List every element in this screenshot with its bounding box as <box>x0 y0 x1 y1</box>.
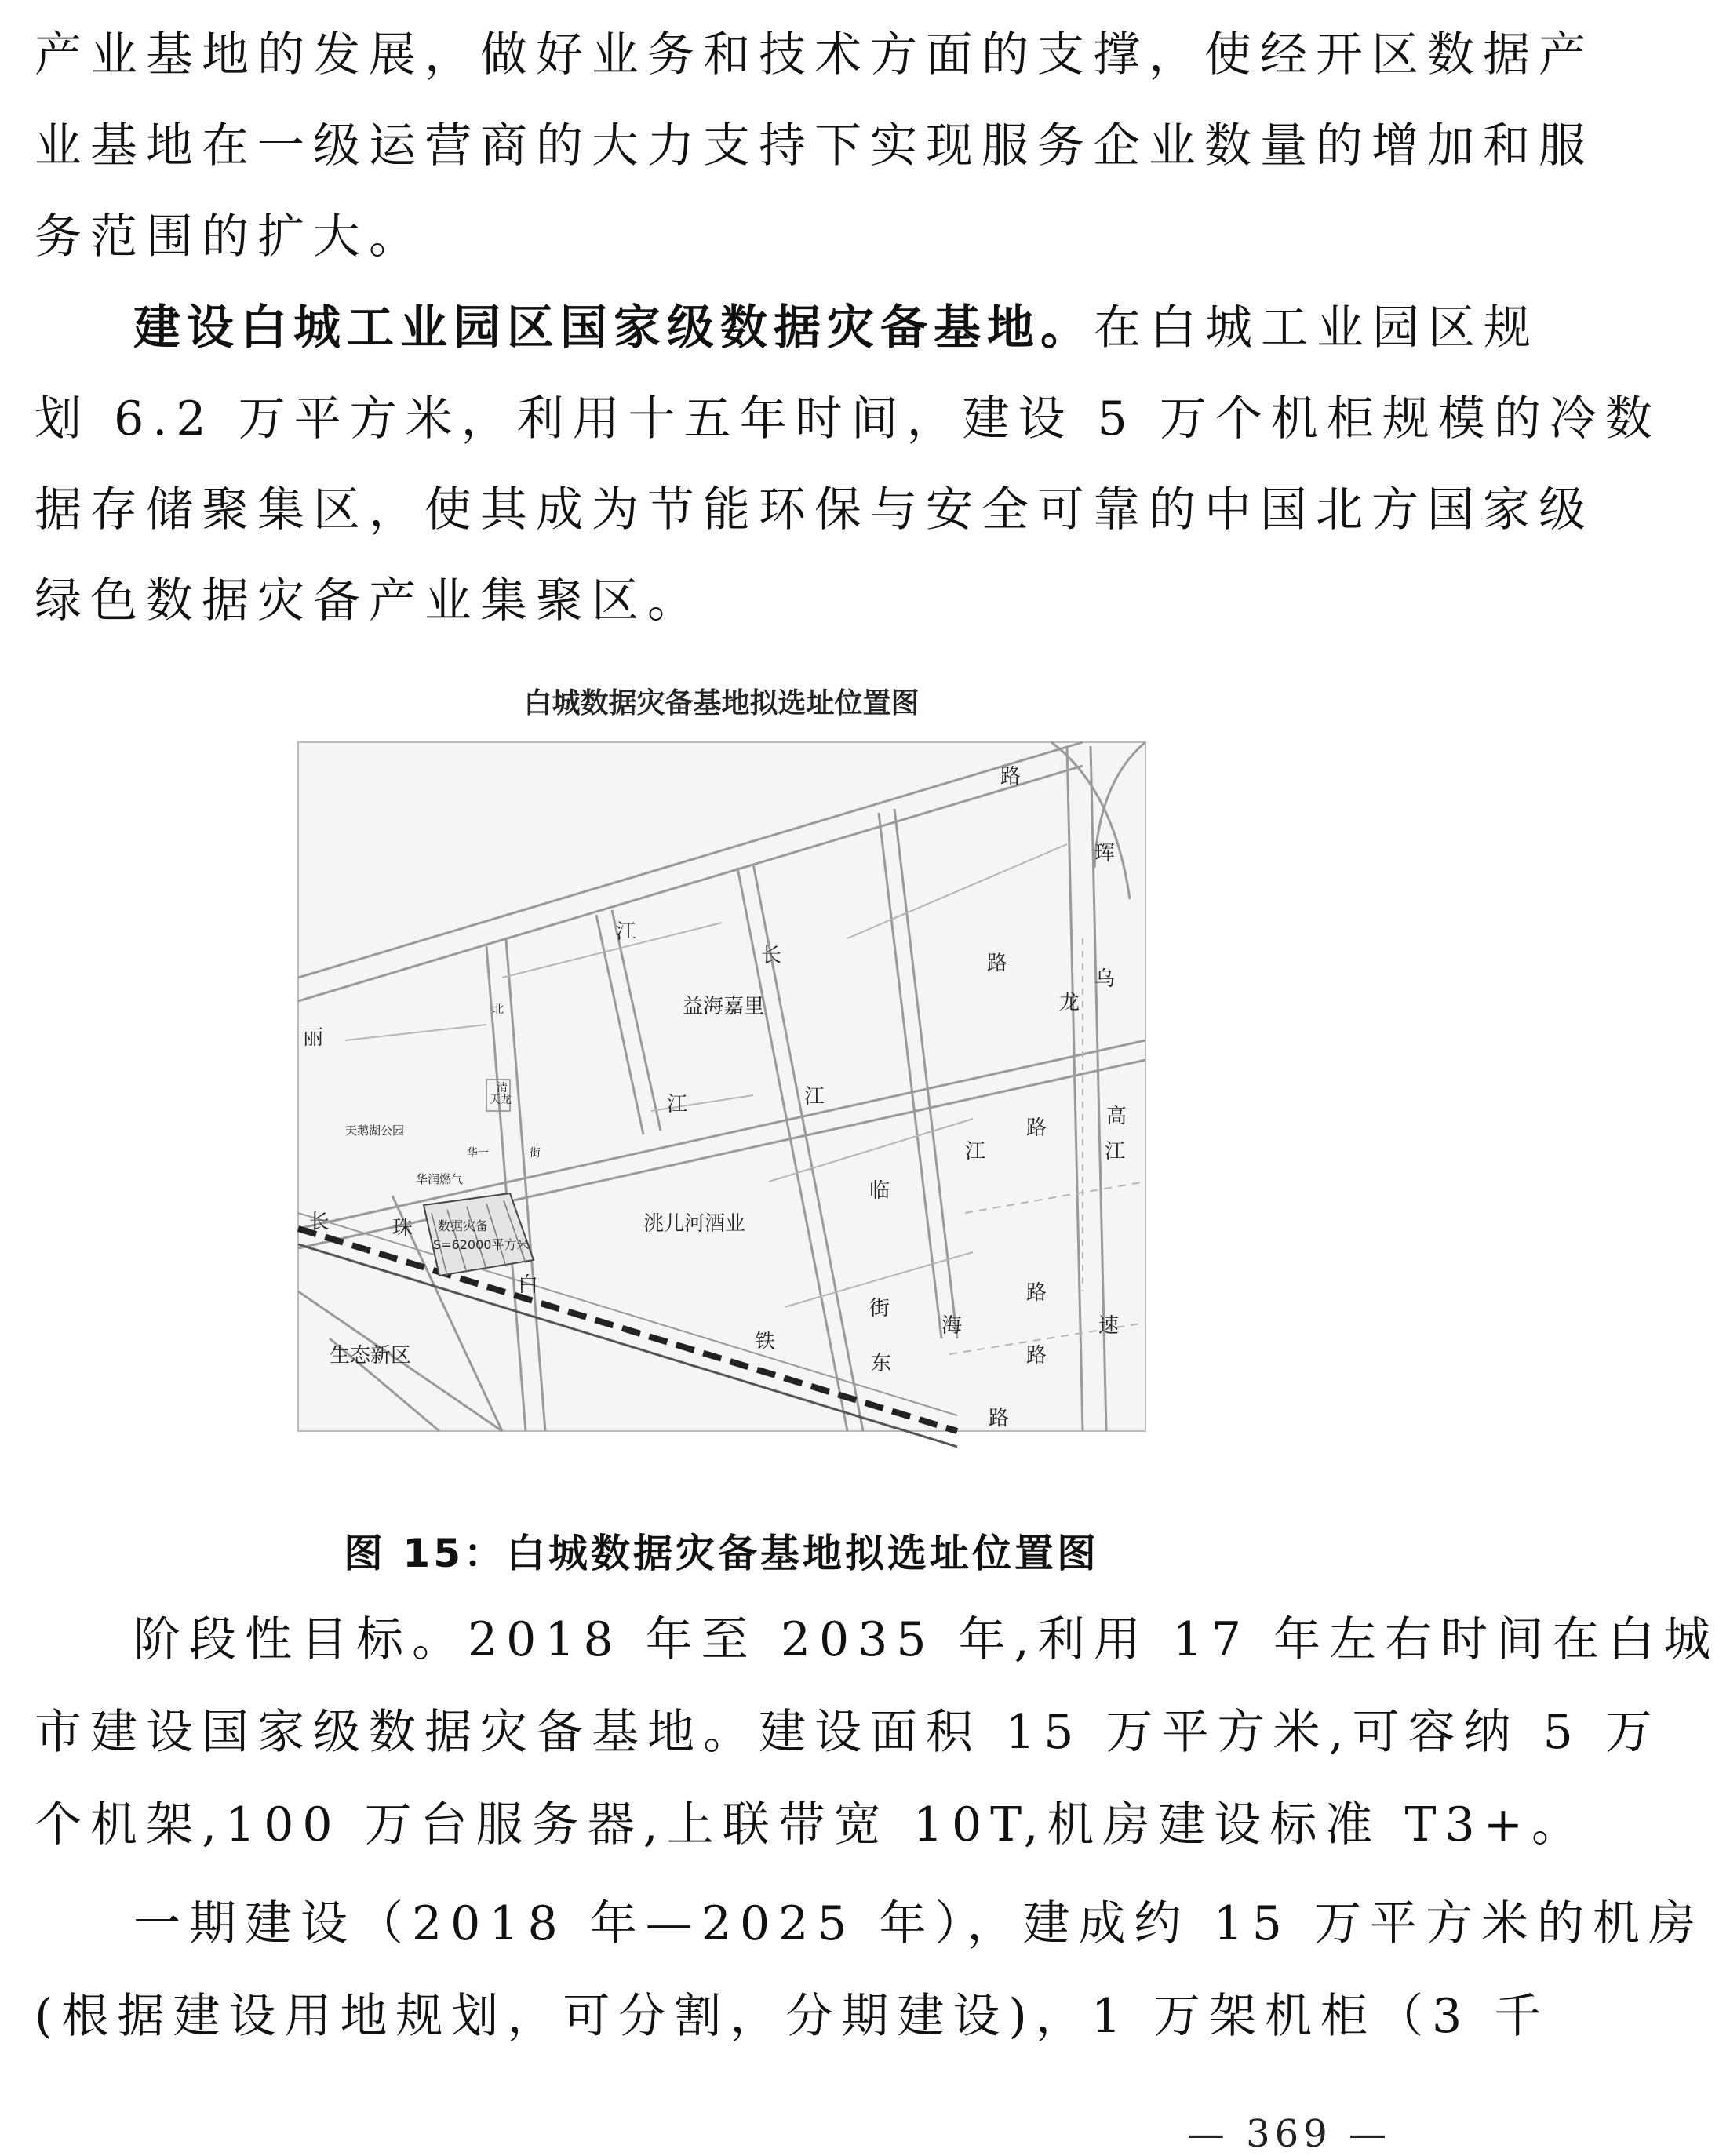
map-label-jiang-2: 江 <box>667 1093 688 1116</box>
map-label-site-name: 数据灾备 <box>438 1218 489 1233</box>
paragraph-3-line-3: 个机架,100 万台服务器,上联带宽 10T,机房建设标准 T3+。 <box>35 1797 1587 1852</box>
paragraph-2-line-1 <box>133 297 1539 359</box>
paragraph-2-line-4: 绿色数据灾备产业集聚区。 <box>35 574 703 628</box>
paragraph-2-line-1-text: 在白城工业园区规 <box>1094 300 1539 355</box>
map-label-taoer: 洮儿河酒业 <box>643 1212 746 1236</box>
map-label-jiang-3: 江 <box>804 1085 825 1109</box>
map-label-su: 速 <box>1098 1314 1120 1338</box>
map-label-tianehu: 天鹅湖公园 <box>345 1124 405 1138</box>
map-label-jiang-5: 江 <box>1105 1140 1126 1164</box>
map-label-shengtai: 生态新区 <box>330 1344 412 1368</box>
map-label-lu-4: 路 <box>1026 1281 1047 1305</box>
map-label-lu-6: 路 <box>989 1407 1010 1430</box>
map-label-site-area: S=62000平方米 <box>433 1237 530 1252</box>
map-label-jie-1: 街 <box>530 1147 541 1160</box>
map-label-bai: 白 <box>518 1273 539 1297</box>
figure-caption: 图 15：白城数据灾备基地拟选址位置图 <box>344 1531 1099 1576</box>
paragraph-4-line-2: (根据建设用地规划，可分割，分期建设)，1 万架机柜（3 千 <box>35 1989 1550 2044</box>
map-label-jiang-1: 江 <box>616 920 637 944</box>
paragraph-2-heading: 建设白城工业园区国家级数据灾备基地。 <box>133 300 1094 355</box>
map-label-tianlong: 天龙 <box>490 1094 512 1106</box>
paragraph-2-line-2: 划 6.2 万平方米，利用十五年时间，建设 5 万个机柜规模的冷数 <box>35 392 1661 446</box>
map-label-qing: 清 <box>497 1082 508 1094</box>
site-location-map <box>298 742 1145 1431</box>
paragraph-4-line-1: 一期建设（2018 年—2025 年），建成约 15 万平方米的机房 <box>133 1896 1705 1951</box>
map-label-hai: 海 <box>941 1314 963 1338</box>
map-title: 白城数据灾备基地拟选址位置图 <box>523 687 920 719</box>
map-label-tie: 铁 <box>755 1330 776 1353</box>
map-label-lu-5: 路 <box>1026 1344 1047 1368</box>
paragraph-3-line-1: 阶段性目标。2018 年至 2035 年,利用 17 年左右时间在白城 <box>133 1612 1719 1667</box>
map-label-dong: 东 <box>871 1352 892 1375</box>
map-label-bei: 北 <box>493 1003 504 1016</box>
map-label-yihai: 益海嘉里 <box>683 995 765 1018</box>
map-label-jiang-4: 江 <box>965 1140 986 1164</box>
page-number: — 369 — <box>1186 2112 1391 2156</box>
paragraph-1-line-3: 务范围的扩大。 <box>35 209 424 264</box>
map-label-lu-3: 路 <box>1026 1116 1047 1140</box>
map-label-wu: 乌 <box>1094 967 1116 991</box>
map-label-chang-2: 长 <box>309 1211 330 1234</box>
map-label-long: 龙 <box>1059 991 1080 1014</box>
map-label-li: 丽 <box>303 1026 324 1050</box>
map-label-huayi: 华一 <box>467 1147 489 1160</box>
map-label-lu-2: 路 <box>987 952 1008 975</box>
paragraph-2-line-3: 据存储聚集区，使其成为节能环保与安全可靠的中国北方国家级 <box>35 483 1594 537</box>
map-label-jie-2: 街 <box>869 1297 890 1320</box>
map-label-zhu: 珠 <box>392 1217 413 1240</box>
map-label-huarun: 华润燃气 <box>416 1172 464 1186</box>
paragraph-3-line-2: 市建设国家级数据灾备基地。建设面积 15 万平方米,可容纳 5 万 <box>35 1705 1661 1760</box>
paragraph-1-line-2: 业基地在一级运营商的大力支持下实现服务企业数量的增加和服 <box>35 118 1594 173</box>
map-label-gao: 高 <box>1106 1105 1127 1128</box>
map-label-lin: 临 <box>869 1179 890 1203</box>
paragraph-1-line-1: 产业基地的发展，做好业务和技术方面的支撑，使经开区数据产 <box>35 27 1594 82</box>
map-label-lu-top: 路 <box>1000 765 1022 788</box>
map-label-hui: 珲 <box>1094 842 1116 865</box>
map-label-chang-1: 长 <box>761 944 782 967</box>
